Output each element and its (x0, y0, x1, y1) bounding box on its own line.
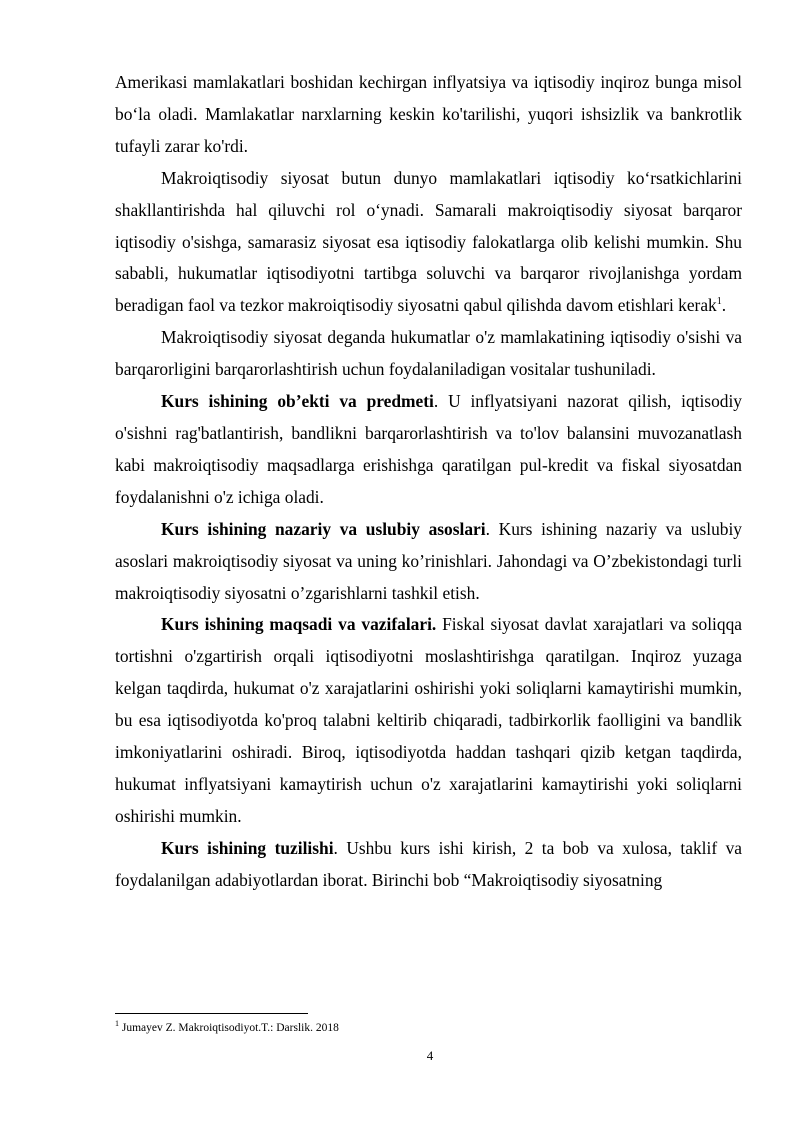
paragraph-2-text: Makroiqtisodiy siyosat butun dunyo mamlakatlari iqtisodiy ko‘rsatkichlarini shakllantirishda hal qiluvchi rol o‘ynadi. Samarali makroiqtisodiy siyosat barqaror iqtisodiy o'sishga, samarasiz siyosat esa iqtisodiy falokatlarga olib kelishi mumkin. Shu sababli, hukumatlar iqtisodiyotni tartibga soluvchi va barqaror rivojlanishga yordam beradigan faol va tezkor makroiqtisodiy siyosatni qabul qilishda davom etishlari kerak (115, 167, 742, 316)
footnote-separator (115, 1013, 308, 1014)
paragraph-6 (115, 609, 742, 832)
paragraph-4-heading: Kurs ishining ob’ekti va predmeti (161, 391, 434, 412)
footnote-text: Jumayev Z. Makroiqtisodiyot.T.: Darslik. 2018 (119, 1022, 339, 1034)
paragraph-6-text: Fiskal siyosat davlat xarajatlari va soliqqa tortishni o'zgartirish orqali iqtisodiyotni moslashtirishga qaratilgan. Inqiroz yuzaga kelgan taqdirda, hukumat o'z xarajatlarini oshirishi yoki soliqlarni kamaytirishi mumkin, bu esa iqtisodiyotda ko'proq talabni keltirib chiqaradi, tadbirkorlik faolligini va bandlik imkoniyatlarini oshiradi. Biroq, iqtisodiyotda haddan tashqari qizib ketgan taqdirda, hukumat inflyatsiyani kamaytirish uchun o'z xarajatlarini kamaytirishi yoki soliqlarni oshirishi mumkin. (115, 614, 742, 826)
paragraph-5-text: . Kurs ishining nazariy va uslubiy asoslari makroiqtisodiy siyosat va uning ko’rinishlari. Jahondagi va O’zbekistondagi turli makroiqtisodiy siyosatni o’zgarishlarni tashkil etish. (115, 518, 742, 603)
paragraph-7 (115, 833, 742, 897)
paragraph-4-text: . U inflyatsiyani nazorat qilish, iqtisodiy o'sishni rag'batlantirish, bandlikni barqarorlashtirish va to'lov balansini muvozanatlash kabi makroiqtisodiy maqsadlarga erishishga qaratilgan pul-kredit va fiskal siyosatdan foydalanishni o'z ichiga oladi. (115, 391, 742, 507)
paragraph-1: Amerikasi mamlakatlari boshidan kechirgan inflyatsiya va iqtisodiy inqiroz bunga misol bo‘la oladi. Mamlakatlar narxlarning keskin ko'tarilishi, yuqori ishsizlik va bankrotlik tufayli zarar ko'rdi. (115, 72, 742, 156)
paragraph-6-heading: Kurs ishining maqsadi va vazifalari. (161, 614, 437, 635)
paragraph-5-heading: Kurs ishining nazariy va uslubiy asoslari (161, 518, 486, 539)
paragraph-3: Makroiqtisodiy siyosat deganda hukumatlar o'z mamlakatining iqtisodiy o'sishi va barqarorligini barqarorlashtirish uchun foydalaniladigan vositalar tushuniladi. (115, 327, 742, 380)
paragraph-7-heading: Kurs ishining tuzilishi (161, 837, 334, 858)
body-text (115, 67, 742, 897)
paragraph-2-end: . (721, 295, 727, 316)
footnote-marker: 1 (115, 1019, 119, 1029)
paragraph-4 (115, 386, 742, 514)
paragraph-7-text: . Ushbu kurs ishi kirish, 2 ta bob va xulosa, taklif va foydalanilgan adabiyotlardan iborat. Birinchi bob “Makroiqtisodiy siyosatning (115, 837, 742, 890)
paragraph-5 (115, 514, 742, 610)
paragraph-2 (115, 163, 742, 323)
page-number: 4 (426, 1048, 434, 1063)
footnote (115, 1021, 735, 1035)
footnote-reference[interactable]: 1 (716, 296, 722, 308)
